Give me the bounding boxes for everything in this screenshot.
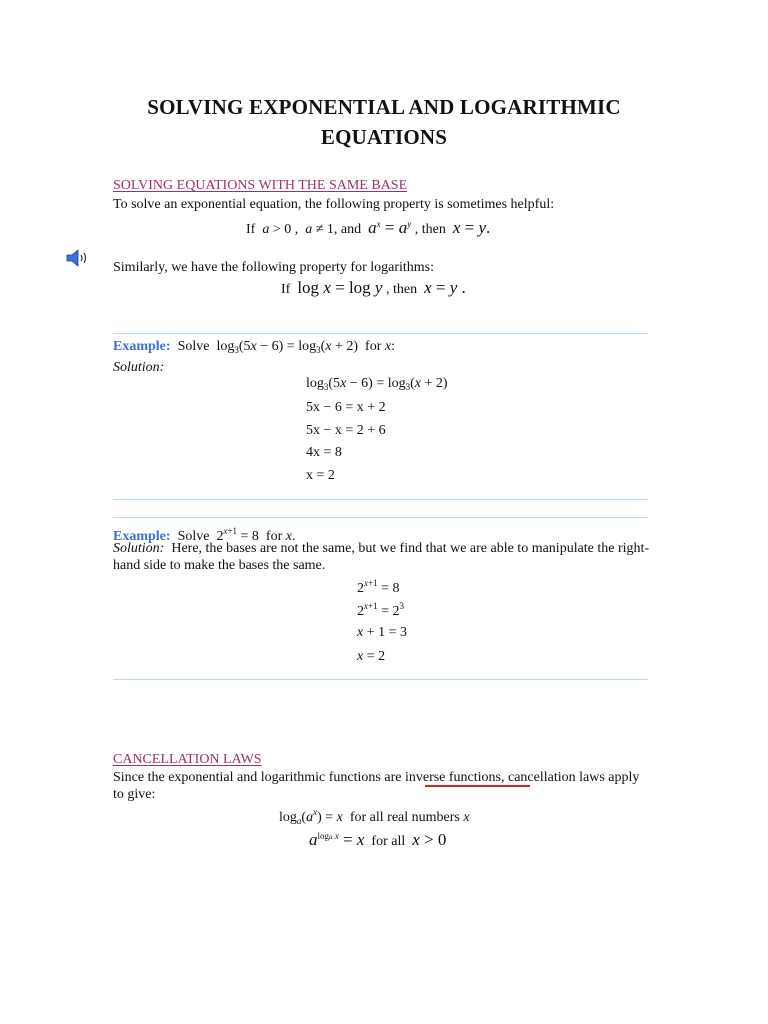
example2-step: x = 2 [357, 649, 386, 664]
solution-label: Solution: [113, 360, 165, 375]
example2-step: x + 1 = 3 [357, 625, 408, 640]
divider [113, 499, 648, 500]
example-label: Example: [113, 529, 171, 544]
example2-step: $2^{x+1} = 2^3$ [357, 601, 404, 619]
cancellation-paragraph: Since the exponential and logarithmic functions are inverse functions, cancellation laws apply to give: [113, 770, 640, 802]
page-title: SOLVING EXPONENTIAL AND LOGARITHMIC EQUATIONS [147, 95, 621, 149]
exponential-property: If a > 0 , a ≠ 1, and $a^x = a^y$ , then x = y. [246, 218, 491, 237]
example2-problem: Example: Solve $2^{x+1} = 8$ for x. [113, 526, 296, 544]
cancellation-law-2: $a^{loga x} = x$ for all x > 0 [309, 830, 447, 849]
section-heading-same-base: SOLVING EQUATIONS WITH THE SAME BASE [113, 178, 408, 193]
cancellation-law-1: $\log_a(a^x) = x$ for all real numbers x [279, 807, 470, 826]
example1-step: $\log_3(5x - 6) = \log_3(x + 2)$ [306, 376, 448, 392]
divider [113, 517, 648, 518]
inverse-functions-link[interactable]: inverse functions [404, 770, 501, 785]
speaker-icon[interactable] [66, 249, 92, 267]
section-heading-cancellation: CANCELLATION LAWS [113, 752, 262, 767]
example1-step: 4x = 8 [306, 445, 342, 460]
divider [113, 679, 648, 680]
similarly-paragraph: Similarly, we have the following property for logarithms: [113, 260, 435, 275]
link-underline [425, 785, 530, 787]
example1-step: x = 2 [306, 468, 335, 483]
divider [113, 333, 648, 334]
log-property: If log x = log y , then x = y . [281, 278, 466, 297]
intro-paragraph: To solve an exponential equation, the following property is sometimes helpful: [113, 197, 555, 212]
example2-solution-text: Solution: Here, the bases are not the same, but we find that we are able to manipulate the right-hand side to make the bases the same. [113, 541, 650, 573]
example-label: Example: [113, 339, 171, 354]
example1-problem: Example: Solve $\log_3(5x - 6) = \log_3(x + 2)$ for x: [113, 339, 395, 355]
example2-step: $2^{x+1} = 8$ [357, 578, 400, 596]
example1-step: 5x − x = 2 + 6 [306, 423, 386, 438]
example1-step: 5x − 6 = x + 2 [306, 400, 386, 415]
